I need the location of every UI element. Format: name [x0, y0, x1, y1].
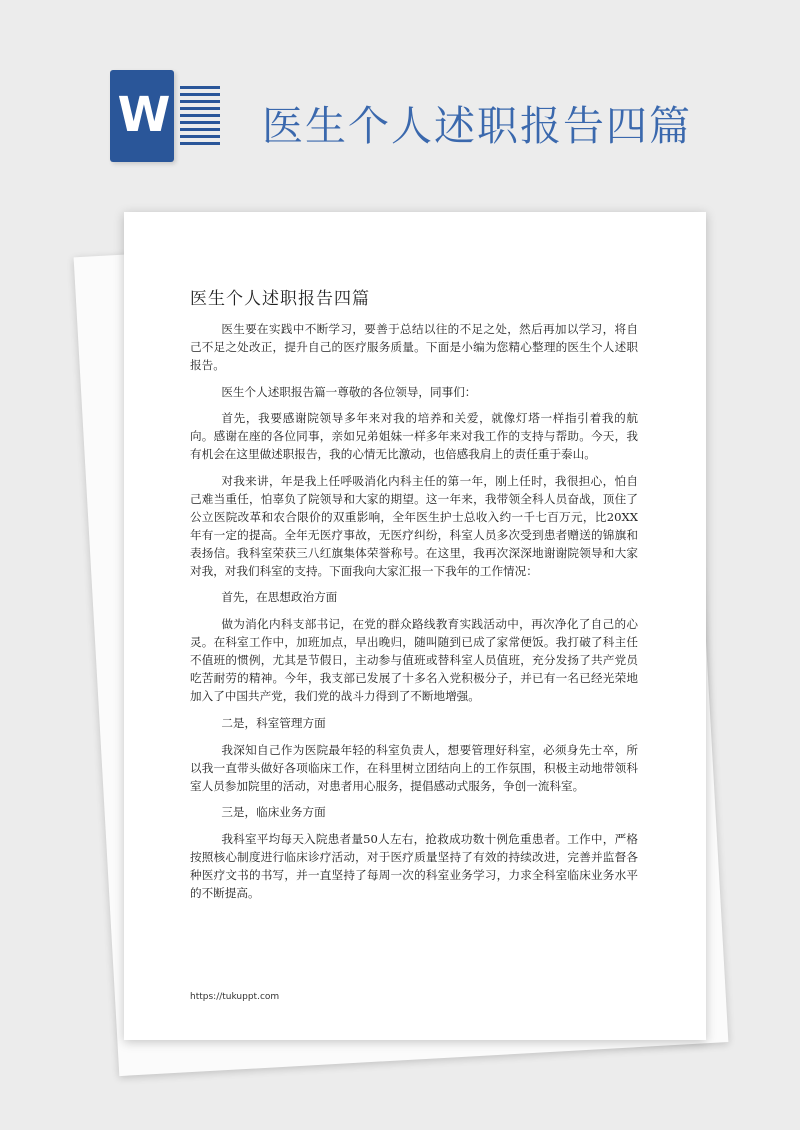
document-body — [190, 320, 638, 911]
banner — [0, 0, 800, 200]
section-heading-management: 二是，科室管理方面 — [221, 715, 326, 730]
word-document-icon — [110, 70, 220, 162]
footer-url: https://tukuppt.com — [190, 992, 280, 1002]
paragraph-management: 我深知自己作为医院最年轻的科室负责人，想要管理好科室，必须身先士卒，所以我一直带头做好各项临床工作，在科里树立团结向上的工作氛围，积极主动地带领科室人员参加院里的活动，对患者用心服务，提倡感动式服务，争创一流科室。 — [190, 742, 638, 793]
paragraph-political: 做为消化内科支部书记，在党的群众路线教育实践活动中，再次净化了自己的心灵。在科室工作中，加班加点，早出晚归，随叫随到已成了家常便饭。我打破了科主任不值班的惯例，尤其是节假日，主动参与值班或替科室人员值班，充分发扬了共产党员吃苦耐劳的精神。今年，我支部已发展了十多名入党积极分子，并已有一名已经光荣地加入了中国共产党，我们党的战斗力得到了不断地增强。 — [190, 617, 638, 703]
paragraph-intro: 医生要在实践中不断学习，要善于总结以往的不足之处，然后再加以学习，将自己不足之处改正，提升自己的医疗服务质量。下面是小编为您精心整理的医生个人述职报告。 — [190, 322, 638, 372]
word-icon-lines — [180, 86, 220, 150]
word-icon-letter: W — [117, 87, 171, 143]
document-page — [124, 212, 706, 1040]
section-heading-political: 首先，在思想政治方面 — [221, 590, 338, 604]
paragraph-salutation: 医生个人述职报告篇一尊敬的各位领导，同事们： — [221, 384, 477, 399]
paragraph-clinical: 我科室平均每天入院患者量50人左右，抢救成功数十例危重患者。工作中，严格按照核心制度进行临床诊疗活动，对于医疗质量坚持了有效的持续改进，完善并监督各种医疗文书的书写，并一直坚持了每周一次的科室业务学习，力求全科室临床业务水平的不断提高。 — [190, 832, 638, 900]
paragraph-thanks: 首先，我要感谢院领导多年来对我的培养和关爱，就像灯塔一样指引着我的航向。感谢在座的各位同事，亲如兄弟姐妹一样多年来对我工作的支持与帮助。今天，我有机会在这里做述职报告，我的心情无比激动，也倍感我肩上的责任重于泰山。 — [190, 411, 638, 461]
section-heading-clinical: 三是，临床业务方面 — [221, 805, 326, 819]
word-icon-tile — [110, 70, 174, 162]
paragraph-year-summary: 对我来讲，年是我上任呼吸消化内科主任的第一年，刚上任时，我很担心，怕自己难当重任，怕辜负了院领导和大家的期望。这一年来，我带领全科人员奋战，顶住了公立医院改革和农合限价的双重影响，全年医生护士总收入约一千七百万元，比20XX年有一定的提高。全年无医疗事故，无医疗纠纷，科室人员多次受到患者赠送的锦旗和表扬信。我科室荣获三八红旗集体荣誉称号。在这里，我再次深深地谢谢院领导和大家对我，对我们科室的支持。下面我向大家汇报一下我年的工作情况： — [190, 473, 638, 578]
banner-title: 医生个人述职报告四篇 — [262, 102, 692, 150]
document-title: 医生个人述职报告四篇 — [190, 289, 370, 309]
